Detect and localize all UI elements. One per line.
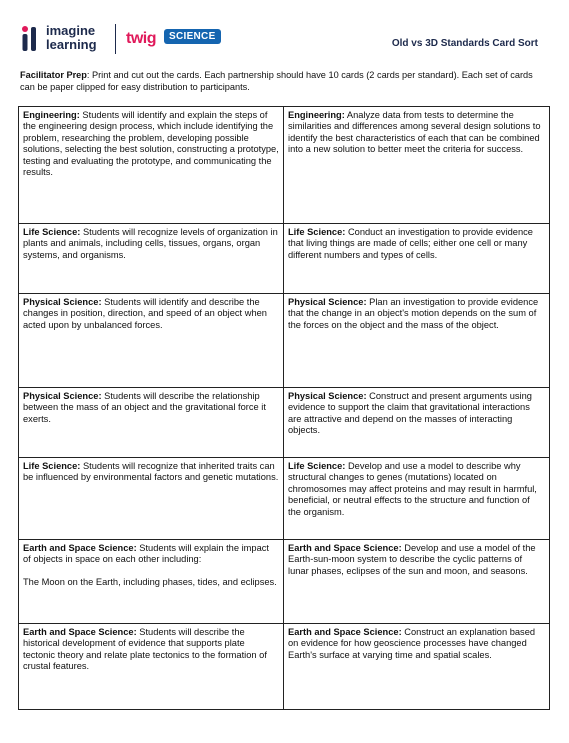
new-standard-card [284,107,550,224]
card-text: Students will identify and explain the steps of the engineering design process, which include identifying the problem, researching the problem, developing possible solutions, selecting the best solution, constructing a prototype, testing and evaluating the prototype, and communicating the results. [23,110,279,178]
imagine-learning-logo-icon [20,25,40,53]
table-row [19,224,550,294]
new-standard-card [284,388,550,458]
card-subject: Life Science: [288,227,346,237]
new-standard-card [284,294,550,388]
prep-label: Facilitator Prep [20,70,87,80]
card-note: The Moon on the Earth, including phases, tides, and eclipses. [23,576,277,587]
logo-divider [115,24,116,54]
card-text: Develop and use a model to describe why structural changes to genes (mutations) located on chromosomes may affect proteins and may result in harmful, beneficial, or neutral effects to the structure and function of the organism. [288,461,537,517]
old-standard-card [19,107,284,224]
card-text: Develop and use a model of the Earth-sun-moon system to describe the cyclic patterns of lunar phases, eclipses of the sun and moon, and seasons. [288,543,536,576]
table-row [19,294,550,388]
card-subject: Life Science: [23,461,81,471]
card-subject: Engineering: [288,110,345,120]
imagine-learning-wordmark [46,24,97,52]
card-subject: Life Science: [288,461,346,471]
card-text: Students will explain the impact of objects in space on each other including: [23,543,269,565]
card-sort-table [18,106,550,710]
document-title: Old vs 3D Standards Card Sort [391,38,538,49]
card-text: Students will describe the historical development of evidence that supports plate tectonic theory and relate plate tectonics to the formation of crustal features. [23,627,267,672]
table-row [19,107,550,224]
card-subject: Earth and Space Science: [288,543,402,553]
card-text: Plan an investigation to provide evidence that the change in an object's motion depends on the sum of the forces on the object and the mass of the object. [288,297,539,330]
card-text: Students will recognize levels of organization in plants and animals, including cells, tissues, organs, organ systems, and organisms. [23,227,278,260]
table-row [19,624,550,710]
card-subject: Earth and Space Science: [288,627,402,637]
old-standard-card [19,224,284,294]
new-standard-card [284,224,550,294]
science-badge: SCIENCE [164,29,221,44]
logo-line-1: imagine [46,23,96,38]
old-standard-card [19,540,284,624]
card-subject: Physical Science: [288,391,367,401]
table-row [19,540,550,624]
card-subject: Life Science: [23,227,81,237]
card-subject: Engineering: [23,110,80,120]
card-text: Construct and present arguments using evidence to support the claim that gravitational interactions are attractive and depend on the masses of interacting objects. [288,391,532,436]
card-text: Students will identify and describe the changes in position, direction, and speed of an object when acted upon by unbalanced forces. [23,297,267,330]
table-row [19,458,550,540]
twig-logo: twig [126,30,156,47]
card-text: Students will describe the relationship between the mass of an object and the gravitational force it exerts. [23,391,266,424]
card-subject: Physical Science: [23,391,102,401]
new-standard-card [284,540,550,624]
table-row [19,388,550,458]
logo-line-2: learning [46,37,97,52]
old-standard-card [19,458,284,540]
card-subject: Physical Science: [288,297,367,307]
card-text: Analyze data from tests to determine the similarities and differences among several design solutions to identify the best characteristics of each that can be combined into a new solution to better meet the criteria for success. [288,110,541,155]
header [20,22,560,58]
card-subject: Earth and Space Science: [23,627,137,637]
card-text: Students will recognize that inherited traits can be influenced by environmental factors and genetic mutations. [23,461,279,483]
card-subject: Physical Science: [23,297,102,307]
old-standard-card [19,294,284,388]
card-subject: Earth and Space Science: [23,543,137,553]
new-standard-card [284,624,550,710]
old-standard-card [19,388,284,458]
new-standard-card [284,458,550,540]
card-text: Construct an explanation based on evidence for how geoscience processes have changed Earth's surface at varying time and spatial scales. [288,627,536,660]
card-text: Conduct an investigation to provide evidence that living things are made of cells; either one cell or many different numbers and types of cells. [288,227,533,260]
facilitator-prep [20,69,550,93]
prep-text: : Print and cut out the cards. Each partnership should have 10 cards (2 cards per standard). Each set of cards can be paper clipped for easy distribution to participants. [20,70,533,92]
old-standard-card [19,624,284,710]
